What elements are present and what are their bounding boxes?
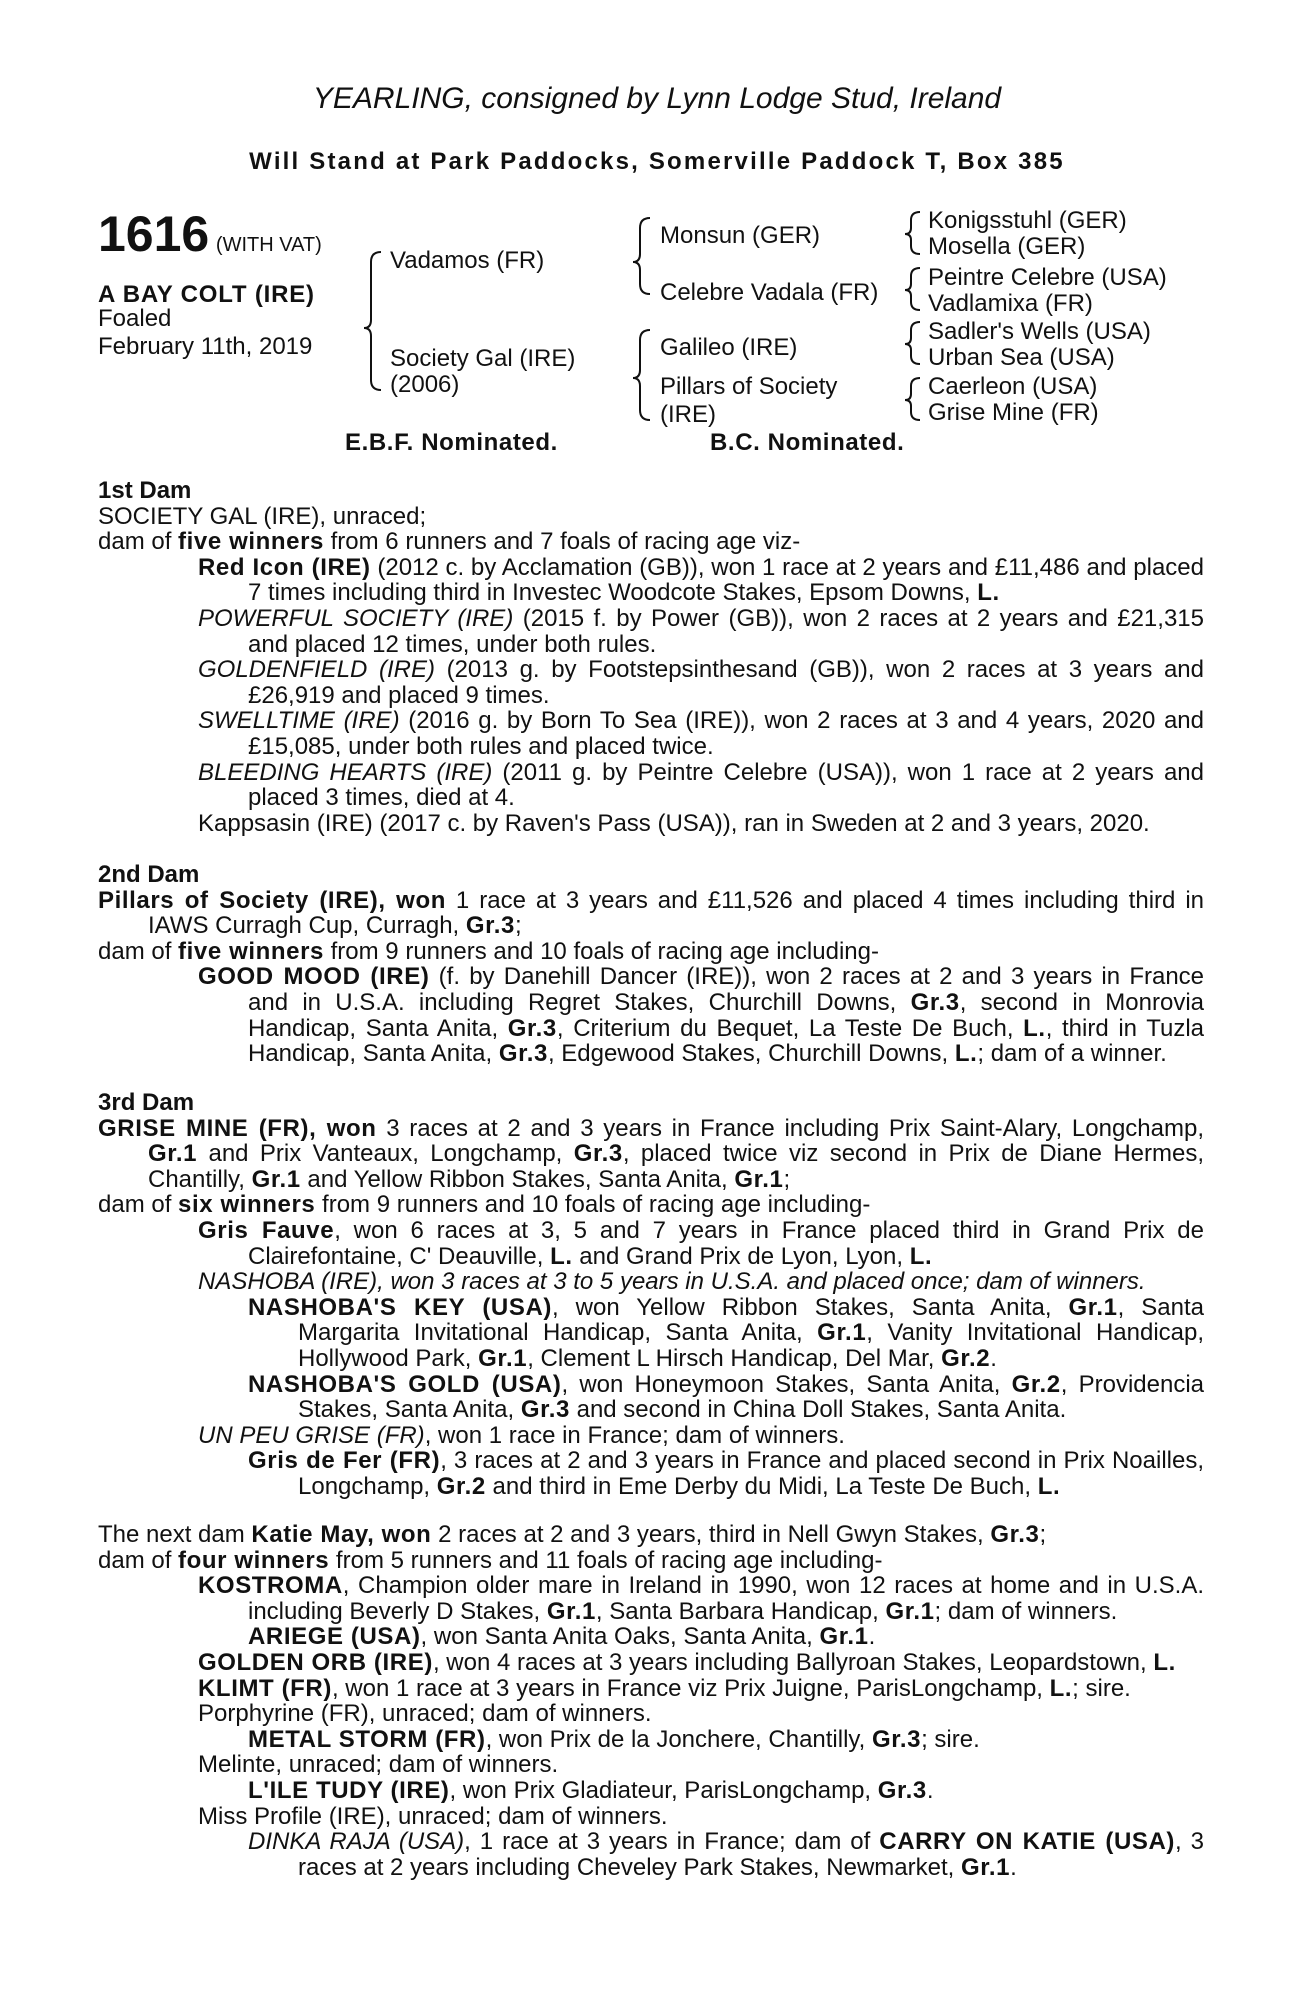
section-heading: 2nd Dam	[98, 861, 200, 888]
progeny-entry: SWELLTIME (IRE) (2016 g. by Born To Sea (IRE)), won 2 races at 3 and 4 years, 2020 and £15,085, under both rules and placed twice.	[198, 707, 1204, 760]
bc-nominated: B.C. Nominated.	[710, 429, 905, 456]
winners-count: six winners	[178, 1191, 316, 1219]
ped-sdd: Vadlamixa (FR)	[928, 290, 1093, 317]
grand-progeny-entry: L'ILE TUDY (IRE), won Prix Gladiateur, ParisLongchamp, Gr.3.	[248, 1776, 934, 1804]
ped-dss: Sadler's Wells (USA)	[928, 318, 1151, 345]
progeny-entry: Red Icon (IRE) (2012 c. by Acclamation (GB)), won 1 race at 2 years and £11,486 and placed 7 times including third in Investec Woodcote Stakes, Epsom Downs, L.	[198, 553, 1205, 607]
winners-count: five winners	[178, 528, 324, 556]
stand-location: Will Stand at Park Paddocks, Somerville Paddock T, Box 385	[249, 148, 1065, 175]
dam-of-dam-suffix: (IRE)	[660, 401, 716, 428]
progeny-entry: Melinte, unraced; dam of winners.	[198, 1751, 559, 1779]
vat-note: (WITH VAT)	[215, 234, 322, 256]
winners-count: four winners	[178, 1546, 330, 1574]
ped-sds: Peintre Celebre (USA)	[928, 264, 1167, 291]
dam-record: Pillars of Society (IRE), won 1 race at 3 years and £11,526 and placed 4 times including third in IAWS Curragh Cup, Curragh, Gr.3;	[98, 886, 1204, 940]
grand-progeny-entry: ARIEGE (USA), won Santa Anita Oaks, Santa Anita, Gr.1.	[248, 1623, 876, 1651]
dam: Society Gal (IRE)	[390, 345, 576, 372]
winners-count: five winners	[178, 937, 324, 965]
progeny-entry: GOOD MOOD (IRE) (f. by Danehill Dancer (IRE)), won 2 races at 2 and 3 years in France and in U.S.A. including Regret Stakes, Churchill Downs, Gr.3, second in Monrovia Handicap, Santa Anita, Gr.3, Criterium du Bequet, La Teste De Buch, L., third in Tuzla Handicap, Santa Anita, Gr.3, Edgewood Stakes, Churchill Downs, L.; dam of a winner.	[198, 963, 1205, 1068]
dam-record: GRISE MINE (FR), won 3 races at 2 and 3 years in France including Prix Saint-Alary, Longchamp, Gr.1 and Prix Vanteaux, Longchamp, Gr.3, placed twice viz second in Prix de Diane Hermes, Chantilly, Gr.1 and Yellow Ribbon Stakes, Santa Anita, Gr.1;	[98, 1114, 1205, 1193]
ped-dds: Caerleon (USA)	[928, 373, 1098, 400]
section-heading: 3rd Dam	[98, 1089, 195, 1116]
sale-header: YEARLING, consigned by Lynn Lodge Stud, Ireland	[312, 82, 1002, 115]
ped-sss: Konigsstuhl (GER)	[928, 207, 1127, 234]
progeny-entry: Kappsasin (IRE) (2017 c. by Raven's Pass (USA)), ran in Sweden at 2 and 3 years, 2020.	[198, 809, 1150, 837]
progeny-entry: GOLDENFIELD (IRE) (2013 g. by Footstepsinthesand (GB)), won 2 races at 3 years and £26,919 and placed 9 times.	[198, 656, 1205, 709]
grand-progeny-entry: Gris de Fer (FR), 3 races at 2 and 3 years in France and placed second in Prix Noailles, Longchamp, Gr.2 and third in Eme Derby du Midi, La Teste De Buch, L.	[248, 1447, 1205, 1500]
progeny-entry: NASHOBA (IRE), won 3 races at 3 to 5 years in U.S.A. and placed once; dam of winners.	[198, 1268, 1146, 1296]
dam-of-sire: Celebre Vadala (FR)	[660, 279, 879, 306]
dam-intro: SOCIETY GAL (IRE), unraced;	[98, 502, 427, 530]
grand-progeny-entry: NASHOBA'S GOLD (USA), won Honeymoon Stakes, Santa Anita, Gr.2, Providencia Stakes, Santa Anita, Gr.3 and second in China Doll Stakes, Santa Anita.	[248, 1370, 1204, 1424]
grand-progeny-entry: DINKA RAJA (USA), 1 race at 3 years in France; dam of CARRY ON KATIE (USA), 3 races at 2 years including Cheveley Park Stakes, Newmarket, Gr.1.	[248, 1828, 1205, 1881]
sire: Vadamos (FR)	[390, 247, 545, 274]
ped-ddd: Grise Mine (FR)	[928, 399, 1099, 426]
progeny-entry: BLEEDING HEARTS (IRE) (2011 g. by Peintre Celebre (USA)), won 1 race at 2 years and placed 3 times, died at 4.	[198, 758, 1204, 812]
ebf-nominated: E.B.F. Nominated.	[345, 429, 558, 456]
first-dam-section: 1st Dam SOCIETY GAL (IRE), unraced; dam of five winners from 6 runners and 7 foals of racing age viz- Red Icon (IRE) (2012 c. by Acclamation (GB)), won 1 race at 2 years and £11,486 and placed 7 times including third in Investec Woodcote Stakes, Epsom Downs, L. POWERFUL SOCIETY (IRE) (2015 f. by Power (GB)), won 2 races at 2 years and £21,315 and placed 12 times, under both rules. GOLDENFIELD (IRE) (2013 g. by Footstepsinthesand (GB)), won 2 races at 3 years and £26,919 and placed 9 times. SWELLTIME (IRE) (2016 g. by Born To Sea (IRE)), won 2 races at 3 and 4 years, 2020 and £15,085, under both rules and placed twice. BLEEDING HEARTS (IRE) (2011 g. by Peintre Celebre (USA)), won 1 race at 2 years and placed 3 times, died at 4. Kappsasin (IRE) (2017 c. by Raven's Pass (USA)), ran in Sweden at 2 and 3 years, 2020.	[98, 477, 1205, 837]
lot-title: A BAY COLT (IRE)	[98, 281, 315, 308]
dam-year: (2006)	[390, 371, 460, 398]
progeny-entry: POWERFUL SOCIETY (IRE) (2015 f. by Power (GB)), won 2 races at 2 years and £21,315 and placed 12 times, under both rules.	[198, 604, 1204, 658]
foaled-label: Foaled	[98, 305, 172, 332]
progeny-entry: KOSTROMA, Champion older mare in Ireland in 1990, won 12 races at home and in U.S.A. including Beverly D Stakes, Gr.1, Santa Barbara Handicap, Gr.1; dam of winners.	[198, 1572, 1204, 1625]
progeny-entry: KLIMT (FR), won 1 race at 3 years in France viz Prix Juigne, ParisLongchamp, L.; sire.	[198, 1674, 1131, 1702]
foaled-date: February 11th, 2019	[98, 333, 313, 360]
third-dam-section: 3rd Dam GRISE MINE (FR), won 3 races at 2 and 3 years in France including Prix Saint-Alary, Longchamp, Gr.1 and Prix Vanteaux, Longchamp, Gr.3, placed twice viz second in Prix de Diane Hermes, Chantilly, Gr.1 and Yellow Ribbon Stakes, Santa Anita, Gr.1; dam of six winners from 9 runners and 10 foals of racing age including- Gris Fauve, won 6 races at 3, 5 and 7 years in France placed third in Grand Prix de Clairefontaine, C' Deauville, L. and Grand Prix de Lyon, Lyon, L. NASHOBA (IRE), won 3 races at 3 to 5 years in U.S.A. and placed once; dam of winners. NASHOBA'S KEY (USA), won Yellow Ribbon Stakes, Santa Anita, Gr.1, Santa Margarita Invitational Handicap, Santa Anita, Gr.1, Vanity Invitational Handicap, Hollywood Park, Gr.1, Clement L Hirsch Handicap, Del Mar, Gr.2. NASHOBA'S GOLD (USA), won Honeymoon Stakes, Santa Anita, Gr.2, Providencia Stakes, Santa Anita, Gr.3 and second in China Doll Stakes, Santa Anita. UN PEU GRISE (FR), won 1 race in France; dam of winners. Gris de Fer (FR), 3 races at 2 and 3 years in France and placed second in Prix Noailles, Longchamp, Gr.2 and third in Eme Derby du Midi, La Teste De Buch, L.	[98, 1089, 1205, 1500]
grand-progeny-entry: NASHOBA'S KEY (USA), won Yellow Ribbon Stakes, Santa Anita, Gr.1, Santa Margarita Invitational Handicap, Santa Anita, Gr.1, Vanity Invitational Handicap, Hollywood Park, Gr.1, Clement L Hirsch Handicap, Del Mar, Gr.2.	[248, 1293, 1205, 1372]
second-dam-section: 2nd Dam Pillars of Society (IRE), won 1 race at 3 years and £11,526 and placed 4 times including third in IAWS Curragh Cup, Curragh, Gr.3; dam of five winners from 9 runners and 10 foals of racing age including- GOOD MOOD (IRE) (f. by Danehill Dancer (IRE)), won 2 races at 2 and 3 years in France and in U.S.A. including Regret Stakes, Churchill Downs, Gr.3, second in Monrovia Handicap, Santa Anita, Gr.3, Criterium du Bequet, La Teste De Buch, L., third in Tuzla Handicap, Santa Anita, Gr.3, Edgewood Stakes, Churchill Downs, L.; dam of a winner.	[98, 861, 1205, 1068]
lot-number: 1616	[98, 206, 210, 262]
dam-record: The next dam Katie May, won 2 races at 2 and 3 years, third in Nell Gwyn Stakes, Gr.3;	[98, 1521, 1047, 1548]
section-heading: 1st Dam	[98, 477, 192, 504]
progeny-entry: Porphyrine (FR), unraced; dam of winners.	[198, 1700, 652, 1728]
grand-progeny-entry: METAL STORM (FR), won Prix de la Jonchere, Chantilly, Gr.3; sire.	[248, 1725, 980, 1753]
progeny-entry: Gris Fauve, won 6 races at 3, 5 and 7 years in France placed third in Grand Prix de Clairefontaine, C' Deauville, L. and Grand Prix de Lyon, Lyon, L.	[198, 1216, 1204, 1270]
next-dam-section: The next dam Katie May, won 2 races at 2 and 3 years, third in Nell Gwyn Stakes, Gr.3; dam of four winners from 5 runners and 11 foals of racing age including- KOSTROMA, Champion older mare in Ireland in 1990, won 12 races at home and in U.S.A. including Beverly D Stakes, Gr.1, Santa Barbara Handicap, Gr.1; dam of winners. ARIEGE (USA), won Santa Anita Oaks, Santa Anita, Gr.1. GOLDEN ORB (IRE), won 4 races at 3 years including Ballyroan Stakes, Leopardstown, L. KLIMT (FR), won 1 race at 3 years in France viz Prix Juigne, ParisLongchamp, L.; sire. Porphyrine (FR), unraced; dam of winners. METAL STORM (FR), won Prix de la Jonchere, Chantilly, Gr.3; sire. Melinte, unraced; dam of winners. L'ILE TUDY (IRE), won Prix Gladiateur, ParisLongchamp, Gr.3. Miss Profile (IRE), unraced; dam of winners. DINKA RAJA (USA), 1 race at 3 years in France; dam of CARRY ON KATIE (USA), 3 races at 2 years including Cheveley Park Stakes, Newmarket, Gr.1.	[98, 1521, 1205, 1881]
ped-ssd: Mosella (GER)	[928, 233, 1086, 260]
progeny-entry: GOLDEN ORB (IRE), won 4 races at 3 years including Ballyroan Stakes, Leopardstown, L.	[198, 1648, 1176, 1676]
progeny-entry: Miss Profile (IRE), unraced; dam of winners.	[198, 1802, 668, 1830]
progeny-entry: UN PEU GRISE (FR), won 1 race in France; dam of winners.	[198, 1421, 845, 1449]
sire-of-sire: Monsun (GER)	[660, 222, 821, 249]
sire-of-dam: Galileo (IRE)	[660, 334, 798, 361]
dam-of-dam: Pillars of Society	[660, 373, 838, 400]
ped-dsd: Urban Sea (USA)	[928, 344, 1115, 371]
